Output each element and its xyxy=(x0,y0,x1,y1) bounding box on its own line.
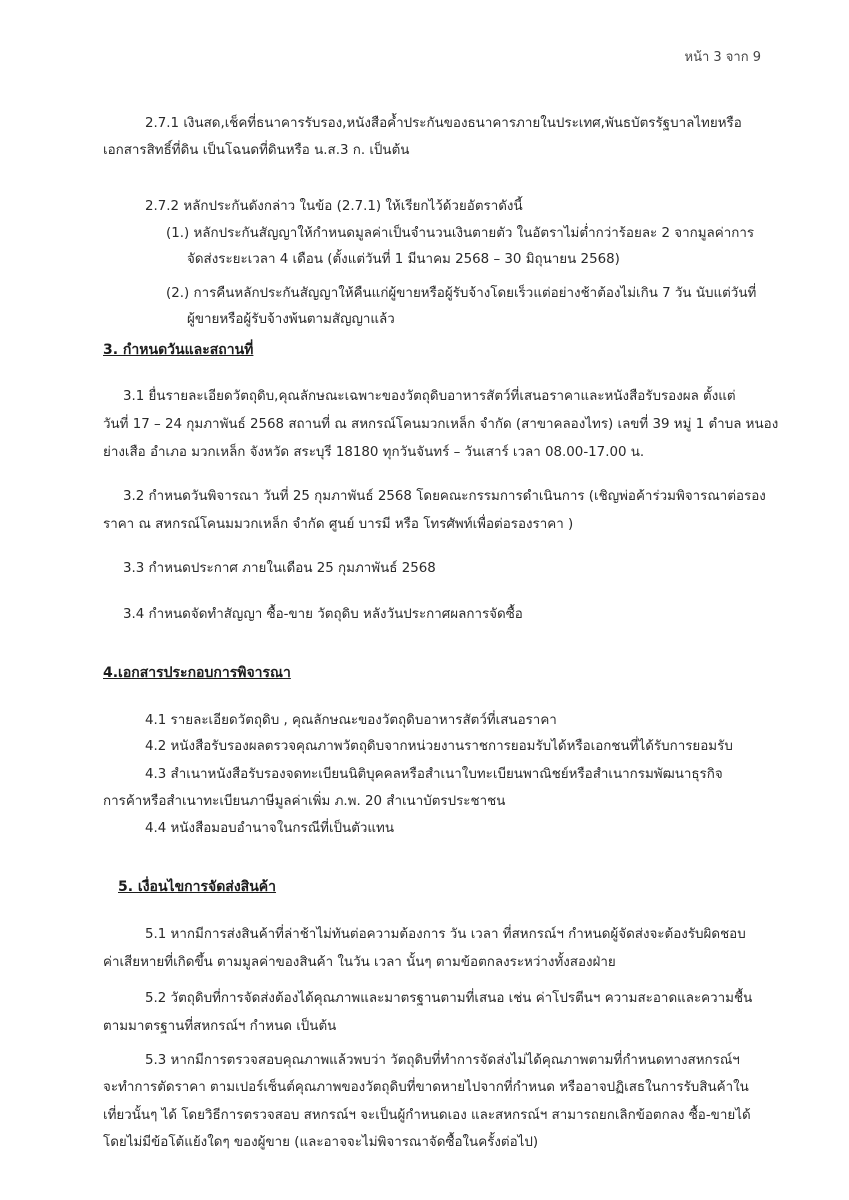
para-5-1-line2: ค่าเสียหายที่เกิดขึ้น ตามมูลค่าของสินค้า ในวัน เวลา นั้นๆ ตามข้อตกลงระหว่างทั้งสองฝ่าย xyxy=(103,955,616,970)
para-3-3: 3.3 กำหนดประกาศ ภายในเดือน 25 กุมภาพันธ์ 2568 xyxy=(123,561,436,576)
para-5-3-line3: เที่ยวนั้นๆ ได้ โดยวิธีการตรวจสอบ สหกรณ์ฯ จะเป็นผู้กำหนดเอง และสหกรณ์ฯ สามารถยกเลิกข้อตกลง ซื้อ-ขายได้ xyxy=(103,1108,751,1123)
para-2-7-2-item2-line1: (2.) การคืนหลักประกันสัญญาให้คืนแก่ผู้ขายหรือผู้รับจ้างโดยเร็วแต่อย่างช้าต้องไม่เกิน 7 วัน นับแต่วันที่ xyxy=(166,286,757,301)
para-5-3-line2: จะทำการตัดราคา ตามเปอร์เซ็นต์คุณภาพของวัตถุดิบที่ขาดหายไปจากที่กำหนด หรืออาจปฏิเสธในการรับสินค้าใน xyxy=(103,1080,749,1095)
para-2-7-2-item1-line2: จัดส่งระยะเวลา 4 เดือน (ตั้งแต่วันที่ 1 มีนาคม 2568 – 30 มิถุนายน 2568) xyxy=(187,252,620,267)
section-3-heading: 3. กำหนดวันและสถานที่ xyxy=(103,342,254,358)
para-2-7-1-line1: 2.7.1 เงินสด,เช็คที่ธนาคารรับรอง,หนังสือค้ำประกันของธนาคารภายในประเทศ,พันธบัตรรัฐบาลไทยหรือ xyxy=(145,116,742,131)
para-2-7-2-item1-line1: (1.) หลักประกันสัญญาให้กำหนดมูลค่าเป็นจำนวนเงินตายตัว ในอัตราไม่ต่ำกว่าร้อยละ 2 จากมูลค่าการ xyxy=(166,226,755,241)
para-5-3-line4: โดยไม่มีข้อโต้แย้งใดๆ ของผู้ขาย (และอาจจะไม่พิจารณาจัดซื้อในครั้งต่อไป) xyxy=(103,1135,539,1150)
para-2-7-1-line2: เอกสารสิทธิ์ที่ดิน เป็นโฉนดที่ดินหรือ น.ส.3 ก. เป็นต้น xyxy=(103,143,410,158)
para-5-1-line1: 5.1 หากมีการส่งสินค้าที่ล่าช้าไม่ทันต่อความต้องการ วัน เวลา ที่สหกรณ์ฯ กำหนดผู้จัดส่งจะต้องรับผิดชอบ xyxy=(145,927,746,942)
para-3-2-line1: 3.2 กำหนดวันพิจารณา วันที่ 25 กุมภาพันธ์ 2568 โดยคณะกรรมการดำเนินการ (เชิญพ่อค้าร่วมพิจารณาต่อรอง xyxy=(123,489,766,504)
para-4-1: 4.1 รายละเอียดวัตถุดิบ , คุณลักษณะของวัตถุดิบอาหารสัตว์ที่เสนอราคา xyxy=(145,713,557,728)
para-5-2-line1: 5.2 วัตถุดิบที่การจัดส่งต้องได้คุณภาพและมาตรฐานตามที่เสนอ เช่น ค่าโปรตีนฯ ความสะอาดและความชื้น xyxy=(145,991,753,1006)
para-3-1-line1: 3.1 ยื่นรายละเอียดวัตถุดิบ,คุณลักษณะเฉพาะของวัตถุดิบอาหารสัตว์ที่เสนอราคาและหนังสือรับรองผล ตั้งแต่ xyxy=(123,389,736,404)
para-3-4: 3.4 กำหนดจัดทำสัญญา ซื้อ-ขาย วัตถุดิบ หลังวันประกาศผลการจัดซื้อ xyxy=(123,607,523,622)
para-3-1-line3: ย่างเสือ อำเภอ มวกเหล็ก จังหวัด สระบุรี 18180 ทุกวันจันทร์ – วันเสาร์ เวลา 08.00-17.00 น. xyxy=(103,445,645,460)
para-4-4: 4.4 หนังสือมอบอำนาจในกรณีที่เป็นตัวแทน xyxy=(145,821,395,836)
para-3-1-line2: วันที่ 17 – 24 กุมภาพันธ์ 2568 สถานที่ ณ สหกรณ์โคนมวกเหล็ก จำกัด (สาขาคลองไทร) เลขที่ 39 หมู่ 1 ตำบล หนอง xyxy=(103,417,779,432)
para-4-2: 4.2 หนังสือรับรองผลตรวจคุณภาพวัตถุดิบจากหน่วยงานราชการยอมรับได้หรือเอกชนที่ได้รับการยอมรับ xyxy=(145,739,733,754)
section-5-heading: 5. เงื่อนไขการจัดส่งสินค้า xyxy=(118,879,277,895)
para-3-2-line2: ราคา ณ สหกรณ์โคนมมวกเหล็ก จำกัด ศูนย์ บารมี หรือ โทรศัพท์เพื่อต่อรองราคา ) xyxy=(103,517,574,532)
para-2-7-2-item2-line2: ผู้ขายหรือผู้รับจ้างพ้นตามสัญญาแล้ว xyxy=(187,312,395,327)
para-5-3-line1: 5.3 หากมีการตรวจสอบคุณภาพแล้วพบว่า วัตถุดิบที่ทำการจัดส่งไม่ได้คุณภาพตามที่กำหนดทางสหกรณ์ฯ xyxy=(145,1053,740,1068)
section-4-heading: 4.เอกสารประกอบการพิจารณา xyxy=(103,665,291,681)
para-4-3-line2: การค้าหรือสำเนาทะเบียนภาษีมูลค่าเพิ่ม ภ.พ. 20 สำเนาบัตรประชาชน xyxy=(103,794,506,809)
para-2-7-2-intro: 2.7.2 หลักประกันดังกล่าว ในข้อ (2.7.1) ให้เรียกไว้ด้วยอัตราดังนี้ xyxy=(145,199,523,214)
para-4-3-line1: 4.3 สำเนาหนังสือรับรองจดทะเบียนนิติบุคคลหรือสำเนาใบทะเบียนพาณิชย์หรือสำเนากรมพัฒนาธุรกิจ xyxy=(145,767,723,782)
page-number: หน้า 3 จาก 9 xyxy=(684,50,761,65)
para-5-2-line2: ตามมาตรฐานที่สหกรณ์ฯ กำหนด เป็นต้น xyxy=(103,1019,337,1034)
